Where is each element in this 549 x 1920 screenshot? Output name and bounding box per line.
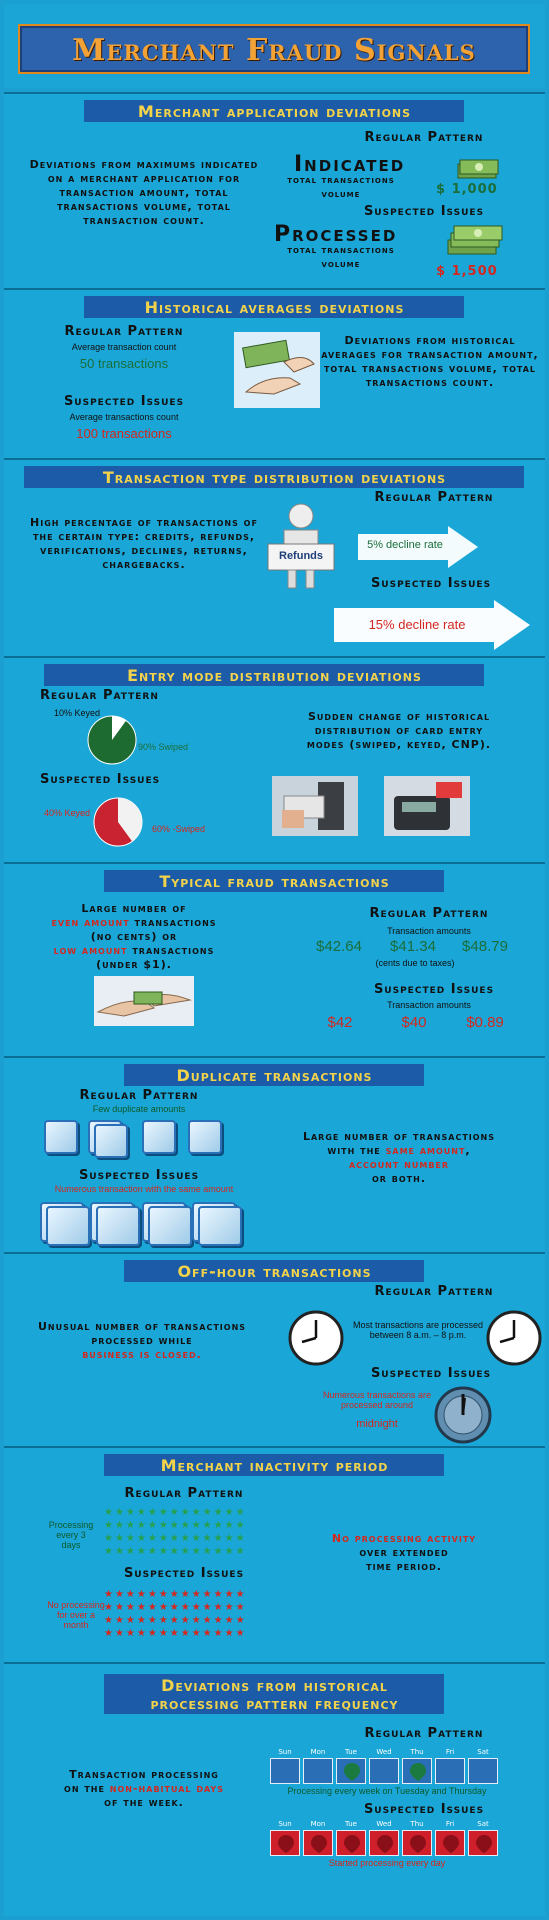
calendar-day-label: Fri [445, 1748, 455, 1756]
suspected-keyed-label: 40% Keyed [44, 808, 91, 818]
calendar-day-cell [435, 1758, 465, 1784]
suspected-pie-chart [92, 796, 144, 848]
section-description: Deviations from historical averages for transaction amount, total transactions volume, total transactions count. [321, 334, 539, 389]
processed-value: $ 1,500 [436, 264, 498, 279]
regular-subtitle: Few duplicate amounts [92, 1104, 186, 1114]
desc-text: , [465, 1144, 471, 1157]
calendar-day-label: Mon [310, 1748, 326, 1756]
section-historical-averages [4, 288, 545, 458]
suspected-issues-label: Suspected Issues [123, 1566, 245, 1581]
regular-subtitle: Transaction amounts [387, 926, 471, 936]
suspected-side-text: No processing for over a month [47, 1600, 105, 1630]
green-stars-grid: ★★★★★★★★★★★★★ ★★★★★★★★★★★★★ ★★★★★★★★★★★★★ ★★★★★★★★★★★★★ [104, 1507, 247, 1557]
transaction-square [198, 1206, 242, 1246]
transaction-square [46, 1206, 90, 1246]
cash-handoff-photo-icon [94, 976, 194, 1026]
suspected-issues-label: Suspected Issues [363, 204, 485, 219]
calendar-day-label: Sun [278, 1820, 292, 1828]
calendar-day-label: Tue [345, 1748, 357, 1756]
regular-pattern-label: Regular Pattern [124, 1486, 244, 1501]
suspected-amount: $40 [401, 1014, 427, 1031]
regular-pie-chart [86, 714, 138, 766]
calendar-day-label: Mon [310, 1820, 326, 1828]
calendar-day-cell [303, 1758, 333, 1784]
clock-icon [486, 1310, 542, 1366]
regular-amount: $48.79 [462, 938, 508, 955]
calendar-day-cell [336, 1830, 366, 1856]
midnight-clock-icon [434, 1386, 492, 1444]
regular-keyed-label: 10% Keyed [54, 708, 101, 718]
desc-line [34, 944, 234, 958]
section-description: Deviations from maximums indicated on a merchant application for transaction amount, total transactions volume, total transaction count. [29, 158, 259, 227]
desc-line: time period. [366, 1560, 442, 1573]
regular-arrow [358, 526, 478, 568]
calendar-day-cell [303, 1830, 333, 1856]
suspected-issues-label: Suspected Issues [78, 1168, 200, 1183]
desc-line: over extended [359, 1546, 449, 1559]
section-description [274, 1130, 524, 1186]
regular-pattern-label: Regular Pattern [40, 688, 159, 703]
regular-swiped-label: 90% Swiped [138, 742, 189, 752]
desc-highlight: non-habitual days [109, 1782, 224, 1795]
section-description [12, 1320, 272, 1362]
section-description [34, 902, 234, 972]
suspected-subtitle: Average transactions count [69, 412, 179, 422]
regular-note: (cents due to taxes) [375, 958, 455, 968]
refunds-sign-text: Refunds [279, 550, 323, 562]
section-inactivity [4, 1446, 545, 1662]
processed-subtitle: total transactions volume [287, 245, 395, 270]
section-duplicate [4, 1056, 545, 1252]
desc-highlight: business is closed. [82, 1348, 202, 1361]
regular-pattern-label: Regular Pattern [374, 490, 494, 505]
desc-line: Large number of transactions [302, 1130, 496, 1143]
desc-highlight: same amount [385, 1144, 466, 1157]
regular-pattern-label: Regular Pattern [364, 1726, 484, 1741]
transaction-square [96, 1206, 140, 1246]
suspected-value: 100 transactions [76, 426, 172, 441]
suspected-amount: $0.89 [466, 1014, 504, 1031]
desc-line: (no cents) or [90, 930, 178, 943]
suspected-swiped-label: 60% -Swiped [152, 824, 206, 834]
calendar-day-cell [468, 1830, 498, 1856]
calendar-day-cell [468, 1758, 498, 1784]
transaction-square [148, 1206, 192, 1246]
calendar-day-cell [270, 1830, 300, 1856]
calendar-day-cell [402, 1830, 432, 1856]
regular-amount: $41.34 [390, 938, 436, 955]
desc-text: transactions [129, 916, 217, 929]
desc-text: transactions [127, 944, 215, 957]
card-terminal-photo-icon [384, 776, 470, 836]
indicated-subtitle: total transactions volume [287, 175, 395, 200]
desc-line: Large number of [81, 902, 187, 915]
regular-value: 50 transactions [79, 356, 169, 371]
calendar-day-label: Thu [410, 1820, 424, 1828]
indicated-value: $ 1,000 [436, 182, 498, 197]
regular-side-text: Processing every 3 days [48, 1520, 94, 1550]
desc-line: or both. [371, 1172, 427, 1185]
regular-caption: Processing every week on Tuesday and Thursday [287, 1786, 487, 1796]
regular-subtitle: Average transaction count [71, 342, 177, 352]
desc-text: with the [327, 1144, 386, 1157]
card-swipe-photo-icon [272, 776, 358, 836]
calendar-day-cell [336, 1758, 366, 1784]
calendar-day-cell [402, 1758, 432, 1784]
desc-line [274, 1144, 524, 1158]
section-merchant-application [4, 92, 545, 288]
regular-text: Most transactions are processed between 8 a.m. – 8 p.m. [352, 1320, 484, 1340]
suspected-issues-label: Suspected Issues [373, 982, 495, 997]
desc-highlight: low amount [53, 944, 128, 957]
suspected-week-calendar [270, 1820, 502, 1860]
desc-line: Unusual number of transactions [37, 1320, 247, 1333]
header [4, 4, 545, 88]
suspected-issues-label: Suspected Issues [370, 576, 492, 591]
desc-line: (under $1). [96, 958, 172, 971]
desc-text: on the [64, 1782, 110, 1795]
suspected-amount: $42 [327, 1014, 353, 1031]
calendar-day-cell [369, 1758, 399, 1784]
transaction-square [44, 1120, 78, 1154]
desc-highlight: account number [348, 1158, 450, 1171]
section-title: Historical averages deviations [144, 298, 405, 317]
calendar-day-label: Sun [278, 1748, 292, 1756]
regular-pattern-label: Regular Pattern [79, 1088, 199, 1103]
regular-week-calendar [270, 1748, 502, 1788]
transaction-square [142, 1120, 176, 1154]
desc-line: of the week. [104, 1796, 184, 1809]
desc-highlight: No processing activity [331, 1532, 477, 1545]
desc-line: processed while [91, 1334, 193, 1347]
desc-line [34, 916, 234, 930]
section-entry-mode [4, 656, 545, 862]
regular-pattern-label: Regular Pattern [374, 1284, 494, 1299]
calendar-day-label: Thu [410, 1748, 424, 1756]
calendar-day-label: Fri [445, 1820, 455, 1828]
desc-highlight: even amount [51, 916, 130, 929]
hands-money-icon [234, 332, 320, 408]
suspected-caption: Started processing every day [328, 1858, 446, 1868]
section-title-line2: processing pattern frequency [150, 1694, 399, 1713]
section-description [34, 1768, 254, 1810]
suspected-subtitle: Numerous transaction with the same amount [54, 1184, 234, 1194]
section-off-hour [4, 1252, 545, 1446]
section-frequency [4, 1662, 545, 1916]
suspected-text: Numerous transactions are processed around [322, 1390, 432, 1410]
section-title: Duplicate transactions [176, 1066, 373, 1085]
suspected-issues-label: Suspected Issues [363, 1802, 485, 1817]
calendar-day-label: Wed [376, 1748, 392, 1756]
transaction-square [94, 1124, 128, 1158]
regular-arrow-text: 5% decline rate [367, 539, 443, 551]
section-title: Merchant inactivity period [160, 1456, 389, 1475]
desc-line [34, 1782, 254, 1796]
clock-icon [288, 1310, 344, 1366]
section-title: Transaction type distribution deviations [102, 468, 447, 487]
suspected-issues-label: Suspected Issues [370, 1366, 492, 1381]
page-title: Merchant Fraud Signals [72, 33, 476, 68]
money-stack-icon [456, 154, 500, 182]
desc-line: Transaction processing [69, 1768, 219, 1781]
regular-amount: $42.64 [316, 938, 362, 955]
section-title: Merchant application deviations [137, 102, 412, 121]
calendar-day-label: Tue [345, 1820, 357, 1828]
red-stars-grid: ★★★★★★★★★★★★★ ★★★★★★★★★★★★★ ★★★★★★★★★★★★★ ★★★★★★★★★★★★★ [104, 1589, 247, 1639]
section-description: High percentage of transactions of the certain type: credits, refunds, verifications, declines, returns, chargebacks. [30, 516, 258, 571]
section-title: Typical fraud transactions [159, 872, 390, 891]
section-title: Entry mode distribution deviations [127, 666, 422, 685]
regular-pattern-label: Regular Pattern [364, 130, 484, 145]
suspected-arrow-text: 15% decline rate [368, 617, 466, 632]
title-box [18, 24, 530, 74]
money-stack-large-icon [446, 222, 504, 258]
transaction-square [188, 1120, 222, 1154]
suspected-issues-label: Suspected Issues [40, 772, 161, 787]
calendar-day-label: Sat [477, 1820, 489, 1828]
suspected-arrow [334, 600, 530, 650]
section-title: Off-hour transactions [177, 1262, 372, 1281]
calendar-day-label: Sat [477, 1748, 489, 1756]
section-typical-fraud [4, 862, 545, 1056]
calendar-day-cell [369, 1830, 399, 1856]
section-description: Sudden change of historical distribution of card entry modes (swiped, keyed, CNP). [306, 710, 492, 751]
regular-pattern-label: Regular Pattern [369, 906, 489, 921]
calendar-day-cell [270, 1758, 300, 1784]
suspected-emphasis: midnight [356, 1418, 398, 1430]
section-description [304, 1532, 504, 1574]
regular-pattern-label: Regular Pattern [64, 324, 184, 339]
section-title-line1: Deviations from historical [161, 1676, 388, 1695]
suspected-subtitle: Transaction amounts [387, 1000, 471, 1010]
suspected-issues-label: Suspected Issues [63, 394, 185, 409]
indicated-word: Indicated [294, 152, 406, 177]
processed-word: Processed [274, 222, 398, 247]
calendar-day-label: Wed [376, 1820, 392, 1828]
calendar-day-cell [435, 1830, 465, 1856]
section-transaction-type [4, 458, 545, 656]
